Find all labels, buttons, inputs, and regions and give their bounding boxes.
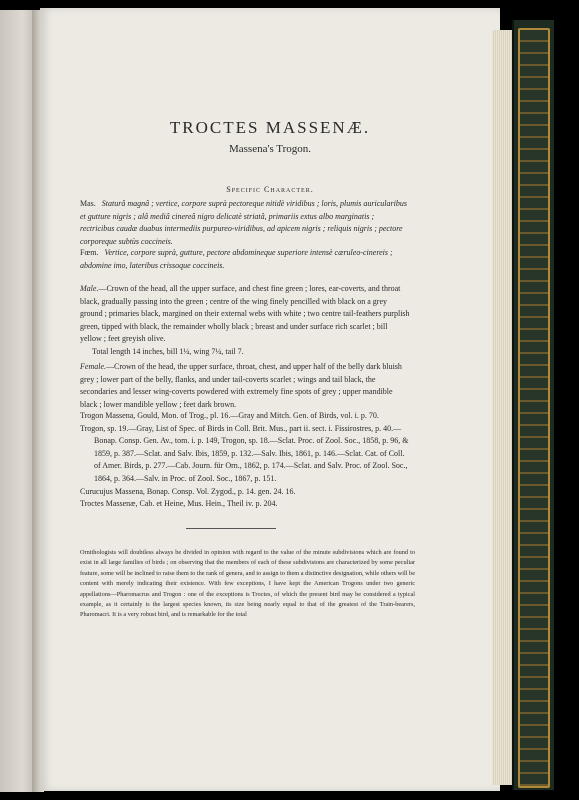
mas-description xyxy=(80,198,410,248)
male-length: Total length 14 inches, bill 1¼, wing 7¼, tail 7. xyxy=(92,346,244,356)
reference-entry: Trogon, sp. 19.—Gray, List of Spec. of Birds in Coll. Brit. Mus., part ii. sect. i. Fissirostres, p. 40.—Bonap. Consp. Gen. Av., tom. i. p. 149, Trogon, sp. 18.—Sclat. Proc. of Zool. Soc., 1858, p. 96, & 1859, p. 387.—Sclat. and Salv. Ibis, 1859, p. 132.—Salv. Ibis, 1861, p. 146.—Sclat. Cat. of Coll. of Amer. Birds, p. 277.—Cab. Journ. für Orn., 1862, p. 174.—Sclat. and Salv. Proc. of Zool. Soc., 1864, p. 364.—Salv. in Proc. of Zool. Soc., 1867, p. 151. xyxy=(80,423,409,483)
plate-title: TROCTES MASSENÆ. xyxy=(169,118,371,137)
mas-text: Staturâ magnâ ; vertice, corpore suprà pectoreque nitidè viridibus ; loris, plumis auricularibus et gutture nigris ; alâ mediâ cinereâ nigro delicatè striatâ, primariis extus albo marginatis ; rectricibus caudæ duabus intermediis purpureo-viridibus, ad apicem nigris ; reliquis nigris ; pectore corporeque subtùs coccineis. xyxy=(80,199,407,246)
female-description xyxy=(80,361,410,411)
reference-entry: Troctes Massenæ, Cab. et Heine, Mus. Hein., Theil iv. p. 204. xyxy=(80,499,278,509)
male-text: —Crown of the head, all the upper surface, and chest fine green ; lores, ear-coverts, and throat black, gradually passing into the green ; centre of the wing finely pencilled with black on a grey ground ; primaries black, margined on their external webs with white ; two centre tail-feathers purplish green, tipped with black, the remainder wholly black ; breast and under surface rich scarlet ; bill yellow ; feet greyish olive. xyxy=(80,284,410,344)
mas-label: Mas. xyxy=(80,199,96,208)
female-text: —Crown of the head, the upper surface, throat, chest, and upper half of the belly dark bluish grey ; lower part of the belly, flanks, and under tail-coverts scarlet ; wings and tail black, the secondaries and lesser wing-coverts powdered with extremely fine spots of grey ; upper mandible black ; lower mandible yellow ; feet dark brown. xyxy=(80,362,402,409)
female-label: Female. xyxy=(80,362,106,371)
specific-character-heading: Specific Character. xyxy=(226,185,314,194)
foem-label: Fœm. xyxy=(80,248,99,257)
body-note: Ornithologists will doubtless always be divided in opinion with regard to the value of the minute subdivisions which are found to exist in all large families of birds ; on observing that the members of each of these subdivisions are characterized by some peculiar feature, some will be inclined to raise them to the rank of genera, and to assign to them a distinctive designation, while others will be content with merely indicating their existence. With few exceptions, I have kept the American Trogons under two generic appellations—Pharomacrus and Trogon : one of the exceptions is Troctes, of which the present bird may be considered a typical example, as it certainly is the largest species known, its size being nearly equal to that of the greatest of the Train-bearers, Pharomacri. It is a very robust bird, and is remarkable for the total xyxy=(80,549,415,619)
synonymy-references xyxy=(80,410,410,511)
foem-text: Vertice, corpore suprà, gutture, pectore abdomineque superiore intensè cæruleo-cinereis ; abdomine imo, lateribus crissoque coccineis. xyxy=(80,248,393,270)
male-description xyxy=(80,283,410,359)
foem-description xyxy=(80,247,410,272)
gilt-cover-ornament xyxy=(518,28,550,788)
reference-entry: Curucujus Massena, Bonap. Consp. Vol. Zygod., p. 14. gen. 24. 16. xyxy=(80,486,296,496)
male-label: Male. xyxy=(80,284,99,293)
reference-entry: Trogon Massena, Gould, Mon. of Trog., pl. 16.—Gray and Mitch. Gen. of Birds, vol. i. p. 70. xyxy=(80,411,379,420)
section-divider xyxy=(186,528,276,529)
common-name: Massena's Trogon. xyxy=(228,143,312,155)
